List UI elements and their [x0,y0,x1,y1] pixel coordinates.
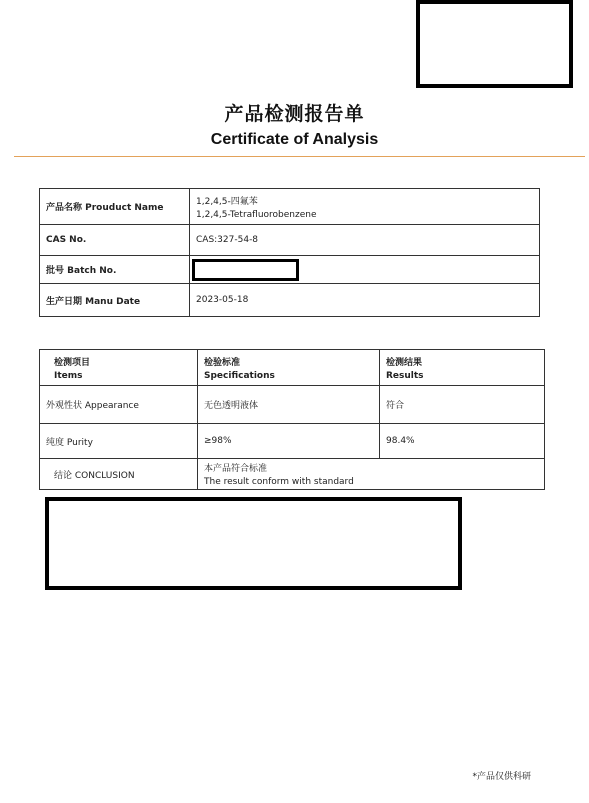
info-row-date [40,284,540,317]
footer-note: *产品仅供科研 [472,772,531,782]
results-header-row [40,350,545,386]
title-chinese: 产品检测报告单 [224,103,365,125]
product-name-en: 1,2,4,5-Tetrafluorobenzene [196,209,317,220]
header-results-en: Results [386,370,424,381]
conclusion-en: The result conform with standard [204,477,354,487]
appearance-item: 外观性状 Appearance [40,386,198,424]
info-row-cas [40,225,540,256]
conclusion-label: 结论 CONCLUSION [40,459,198,490]
header-divider [14,156,585,157]
info-row-product [40,189,540,225]
header-spec [198,350,380,386]
redaction-box-middle [45,497,462,590]
cas-value: CAS:327-54-8 [190,225,540,256]
header-results-cn: 检测结果 [386,357,423,368]
appearance-spec: 无色透明液体 [198,386,380,424]
product-name-label: 产品名称 Prouduct Name [40,189,190,225]
table-row [40,386,545,424]
header-spec-en: Specifications [204,370,275,381]
info-row-batch [40,256,540,284]
title-english: Certificate of Analysis [210,131,379,148]
conclusion-cn: 本产品符合标准 [204,464,268,474]
header-spec-cn: 检验标准 [204,357,241,368]
product-name-cn: 1,2,4,5-四氟苯 [196,196,258,207]
date-value: 2023-05-18 [190,284,540,317]
purity-result: 98.4% [380,424,545,459]
table-row [40,424,545,459]
product-name-value [190,189,540,225]
redaction-box-batch [192,259,299,281]
conclusion-value [198,459,545,490]
purity-spec: ≥98% [198,424,380,459]
product-info-table [39,188,540,317]
conclusion-row [40,459,545,490]
results-table [39,349,545,490]
appearance-result: 符合 [380,386,545,424]
header-items [40,350,198,386]
date-label: 生产日期 Manu Date [40,284,190,317]
header-items-cn: 检测项目 [54,357,91,368]
header-items-en: Items [54,370,83,381]
purity-item: 纯度 Purity [40,424,198,459]
header-results [380,350,545,386]
redaction-box-top [416,0,573,88]
batch-label: 批号 Batch No. [40,256,190,284]
batch-value [190,256,540,284]
cas-label: CAS No. [40,225,190,256]
